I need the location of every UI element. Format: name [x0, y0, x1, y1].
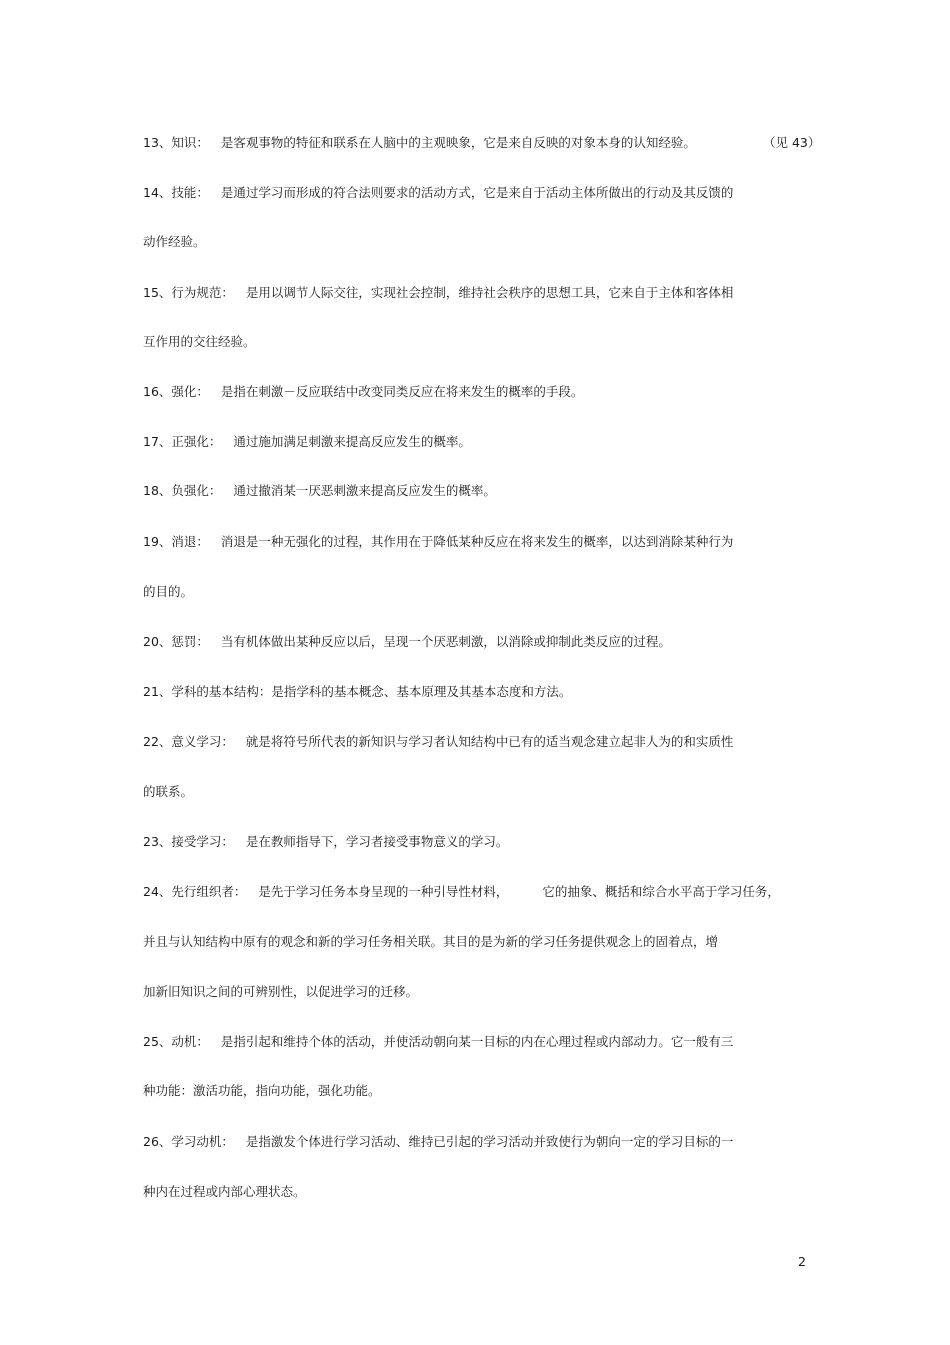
page-reference: （见 43） — [763, 135, 821, 150]
entry-26 — [143, 1133, 733, 1151]
entry-term: 15、行为规范： — [143, 285, 234, 300]
entry-25-continuation: 种功能：激活功能，指向功能，强化功能。 — [143, 1083, 381, 1098]
entry-term: 22、意义学习： — [143, 734, 234, 749]
entry-text: 是指在刺激－反应联结中改变同类反应在将来发生的概率的手段。 — [220, 384, 584, 399]
entry-text-2: 它的抽象、概括和综合水平高于学习任务， — [542, 884, 780, 899]
entry-text: 是指引起和维持个体的活动，并使活动朝向某一目标的内在心理过程或内部动力。它一般有三 — [220, 1034, 734, 1049]
entry-text: 是客观事物的特征和联系在人脑中的主观映象，它是来自反映的对象本身的认知经验。 — [220, 135, 696, 150]
entry-text: 是在教师指导下，学习者接受事物意义的学习。 — [245, 834, 509, 849]
entry-text: 是指激发个体进行学习活动、维持已引起的学习活动并致使行为朝向一定的学习目标的一 — [245, 1134, 734, 1149]
entry-term: 14、技能： — [143, 185, 209, 200]
entry-14 — [143, 184, 733, 202]
entry-25 — [143, 1033, 733, 1051]
entry-text: 是指学科的基本概念、基本原理及其基本态度和方法。 — [271, 684, 572, 699]
entry-term: 13、知识： — [143, 135, 209, 150]
entry-term: 26、学习动机： — [143, 1134, 234, 1149]
page-number: 2 — [798, 1254, 806, 1269]
entry-17 — [143, 433, 471, 451]
entry-15-continuation: 互作用的交往经验。 — [143, 334, 256, 349]
entry-18 — [143, 482, 496, 500]
entry-24-continuation-2: 加新旧知识之间的可辨别性，以促进学习的迁移。 — [143, 984, 419, 999]
entry-22-continuation: 的联系。 — [143, 784, 194, 799]
entry-term: 25、动机： — [143, 1034, 209, 1049]
entry-term: 24、先行组织者： — [143, 884, 247, 899]
entry-term: 19、消退： — [143, 534, 209, 549]
entry-20 — [143, 633, 671, 651]
entry-15 — [143, 284, 733, 302]
entry-term: 18、负强化： — [143, 483, 222, 498]
entry-term: 20、惩罚： — [143, 634, 209, 649]
entry-text: 通过施加满足刺激来提高反应发生的概率。 — [233, 434, 471, 449]
entry-14-continuation: 动作经验。 — [143, 234, 206, 249]
entry-21 — [143, 683, 571, 701]
entry-13 — [143, 134, 696, 152]
entry-text: 就是将符号所代表的新知识与学习者认知结构中已有的适当观念建立起非人为的和实质性 — [245, 734, 734, 749]
entry-text: 是用以调节人际交往，实现社会控制，维持社会秩序的思想工具，它来自于主体和客体相 — [245, 285, 734, 300]
entry-16 — [143, 383, 583, 401]
entry-text: 消退是一种无强化的过程，其作用在于降低某种反应在将来发生的概率，以达到消除某种行为 — [220, 534, 734, 549]
entry-19 — [143, 533, 733, 551]
entry-23 — [143, 833, 508, 851]
entry-text: 是通过学习而形成的符合法则要求的活动方式，它是来自于活动主体所做出的行动及其反馈的 — [220, 185, 734, 200]
entry-term: 17、正强化： — [143, 434, 222, 449]
entry-text: 是先于学习任务本身呈现的一种引导性材料， — [258, 884, 509, 899]
entry-24 — [143, 883, 780, 901]
entry-text: 当有机体做出某种反应以后，呈现一个厌恶刺激，以消除或抑制此类反应的过程。 — [220, 634, 671, 649]
entry-24-continuation-1: 并且与认知结构中原有的观念和新的学习任务相关联。其目的是为新的学习任务提供观念上的固着点，增 — [143, 934, 719, 949]
entry-text: 通过撤消某一厌恶刺激来提高反应发生的概率。 — [233, 483, 496, 498]
entry-22 — [143, 733, 733, 751]
entry-26-continuation: 种内在过程或内部心理状态。 — [143, 1184, 306, 1199]
entry-term: 21、学科的基本结构： — [143, 684, 272, 699]
entry-term: 23、接受学习： — [143, 834, 234, 849]
entry-19-continuation: 的目的。 — [143, 584, 194, 599]
entry-term: 16、强化： — [143, 384, 209, 399]
